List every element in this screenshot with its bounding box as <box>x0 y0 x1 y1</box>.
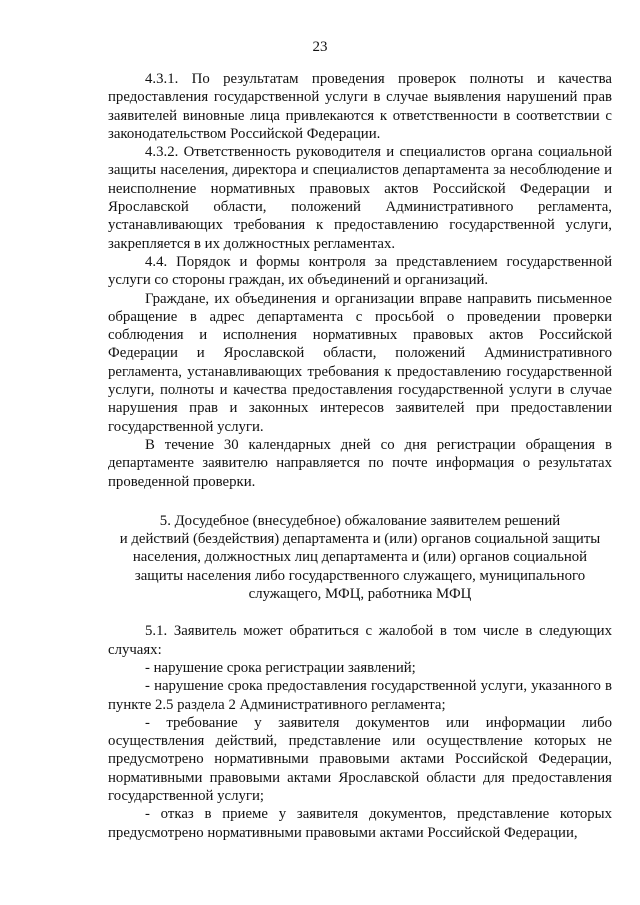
list-item: - требование у заявителя документов или информации либо осуществления действий, представление или осуществление которых не предусмотрено нормативными правовыми актами Российской Федерации, нормативными правовыми актами Ярославской области для предоставления государственной услуги; <box>108 714 612 804</box>
paragraph-30-days: В течение 30 календарных дней со дня регистрации обращения в департаменте заявителю направляется по почте информация о результатах проведенной проверки. <box>108 436 612 490</box>
section-heading-line: служащего, МФЦ, работника МФЦ <box>248 586 472 603</box>
section-heading-line: защиты населения либо государственного служащего, муниципального <box>134 567 586 584</box>
paragraph-citizens-rights: Граждане, их объединения и организации вправе направить письменное обращение в адрес департамента с просьбой о проведении проверки соблюдения и исполнения нормативных правовых актов Российской Федерации и Ярославской области, положений Административного регламента, устанавливающих требования к предоставлению государственной услуги, полноты и качества предоставления государственной услуги в случае нарушения прав и законных интересов заявителей при предоставлении государственной услуги. <box>108 290 612 435</box>
section-heading-line: и действий (бездействия) департамента и (или) органов социальной защиты <box>119 531 601 548</box>
section-heading-line: 5. Досудебное (внесудебное) обжалование заявителем решений <box>159 512 561 529</box>
page-number: 23 <box>312 39 328 55</box>
paragraph-4-3-1: 4.3.1. По результатам проведения проверок полноты и качества предоставления государственной услуги в случае выявления нарушений прав заявителей виновные лица привлекаются к ответственности в соответствии с законодательством Российской Федерации. <box>108 71 612 142</box>
list-item: - нарушение срока предоставления государственной услуги, указанного в пункте 2.5 раздела 2 Административного регламента; <box>108 678 612 713</box>
section-heading-line: населения, должностных лиц департамента и (или) органов социальной <box>132 549 588 566</box>
section-5-heading <box>108 512 612 603</box>
paragraph-4-4: 4.4. Порядок и формы контроля за представлением государственной услуги со стороны граждан, их объединений и организаций. <box>108 253 612 289</box>
document-body <box>108 70 612 842</box>
paragraph-5-1: 5.1. Заявитель может обратиться с жалобой в том числе в следующих случаях: <box>108 623 612 658</box>
list-item: - нарушение срока регистрации заявлений; <box>145 659 416 676</box>
list-item: - отказ в приеме у заявителя документов, представление которых предусмотрено нормативными правовыми актами Российской Федерации, <box>108 806 612 841</box>
paragraph-4-3-2: 4.3.2. Ответственность руководителя и специалистов органа социальной защиты населения, директора и специалистов департамента за несоблюдение и неисполнение нормативных правовых актов Российской Федерации и Ярославской области, положений Административного регламента, устанавливающих требования к предоставлению государственной услуги, закрепляется в их должностных регламентах. <box>108 144 612 252</box>
